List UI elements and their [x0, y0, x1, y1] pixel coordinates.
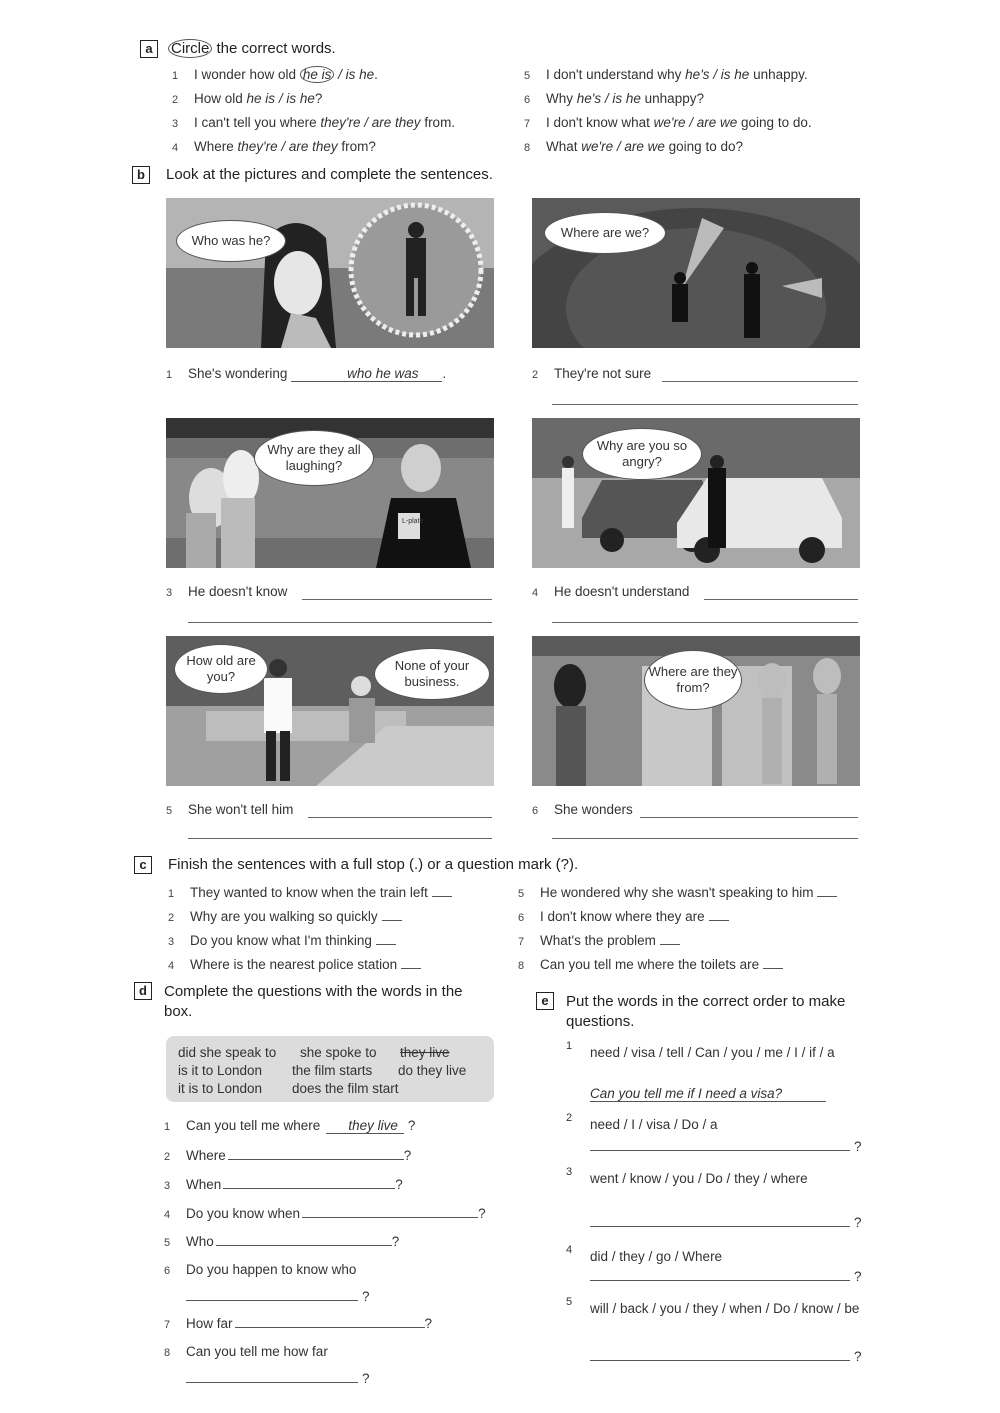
d-item-text: Can you tell me how far [186, 1344, 328, 1359]
c-item-2 [168, 908, 402, 924]
b-item-6-blank-2[interactable] [552, 838, 858, 839]
a-item-8 [524, 139, 743, 154]
c-item-text: Do you know what I'm thinking [190, 933, 372, 948]
section-e-label: e [536, 992, 554, 1010]
d-item-number: 2 [164, 1151, 171, 1163]
a-item-option-1[interactable]: he is [300, 66, 335, 83]
c-item-blank[interactable] [817, 884, 837, 897]
section-d-label: d [134, 982, 152, 1000]
a-item-option-2[interactable]: is he [345, 67, 375, 82]
a-item-separator: / [277, 139, 289, 154]
a-item-option-2[interactable]: are we [696, 115, 738, 130]
e-item-end: ? [854, 1139, 862, 1154]
e-item-blank[interactable] [590, 1268, 850, 1281]
e-item-number: 1 [566, 1040, 573, 1052]
a-item-7 [524, 115, 812, 130]
d-item-text: Do you know when [186, 1206, 301, 1221]
d-item-end: ? [424, 1316, 433, 1331]
c-item-text: They wanted to know when the train left [190, 885, 428, 900]
bubble-why-laughing: Why are they all laughing? [254, 430, 374, 486]
b-item-3-blank[interactable] [302, 599, 492, 600]
a-item-ending: . [374, 67, 378, 82]
d-item-text: Who [186, 1234, 214, 1249]
a-item-number: 3 [172, 118, 179, 130]
d-item-answer[interactable]: they live [326, 1118, 404, 1134]
d-item-blank[interactable] [186, 1370, 358, 1383]
d-item-end: ? [407, 1118, 416, 1133]
section-b-title: Look at the pictures and complete the sentences. [166, 166, 493, 183]
a-item-separator: / [601, 91, 613, 106]
c-item-blank[interactable] [382, 908, 402, 921]
bubble-how-old: How old are you? [174, 644, 268, 694]
e-item-answer[interactable]: Can you tell me if I need a visa? [590, 1086, 826, 1102]
d-item-number: 4 [164, 1209, 171, 1221]
b-item-4 [532, 584, 689, 599]
e-item-answer-line [590, 1268, 862, 1284]
b-item-1 [166, 366, 446, 381]
e-item-number: 2 [566, 1112, 573, 1124]
b-item-1-answer[interactable]: who he was [291, 366, 442, 382]
word-box-item-used: they live [400, 1045, 450, 1060]
bubble-why-angry: Why are you so angry? [582, 428, 702, 480]
b-item-6-number: 6 [532, 805, 539, 817]
b-item-4-blank-2[interactable] [552, 622, 858, 623]
picture-6 [532, 636, 860, 786]
d-item-number: 8 [164, 1347, 171, 1359]
d-item-number: 7 [164, 1319, 171, 1331]
a-item-number: 4 [172, 142, 179, 154]
a-item-text: I wonder how old [194, 67, 300, 82]
c-item-blank[interactable] [709, 908, 729, 921]
a-item-option-1[interactable]: he is [246, 91, 276, 106]
c-item-text: Can you tell me where the toilets are [540, 957, 760, 972]
e-item-answer-line [590, 1214, 862, 1230]
b-item-6-text: She wonders [554, 802, 633, 817]
d-item-number: 3 [164, 1180, 171, 1192]
a-item-text: I don't understand why [546, 67, 686, 82]
b-item-2-blank-2[interactable] [552, 404, 858, 405]
c-item-number: 6 [518, 912, 525, 924]
a-item-option-2[interactable]: are we [624, 139, 665, 154]
b-item-5-blank[interactable] [308, 817, 492, 818]
d-item-1 [164, 1118, 415, 1133]
section-e-title: Put the words in the correct order to make questions. [566, 993, 846, 1030]
b-item-5-blank-2[interactable] [188, 838, 492, 839]
a-item-option-1[interactable]: we're [581, 139, 614, 154]
a-item-text: What [546, 139, 582, 154]
picture-5 [166, 636, 494, 786]
a-item-number: 1 [172, 70, 179, 82]
e-item-words: need / visa / tell / Can / you / me / I / if / a [590, 1045, 835, 1060]
bubble-who-was-he: Who was he? [176, 220, 286, 262]
c-item-number: 4 [168, 960, 175, 972]
a-item-number: 7 [524, 118, 531, 130]
b-item-2-blank[interactable] [662, 381, 858, 382]
d-item-end: ? [403, 1148, 412, 1163]
a-item-option-2[interactable]: is he [612, 91, 641, 106]
b-item-2-text: They're not sure [554, 366, 652, 381]
d-item-6-answer-line [186, 1288, 370, 1304]
d-item-4 [164, 1205, 486, 1221]
d-item-text: Do you happen to know who [186, 1262, 357, 1277]
c-item-number: 3 [168, 936, 175, 948]
c-item-5 [518, 884, 837, 900]
c-item-blank[interactable] [432, 884, 452, 897]
a-item-text: I don't know what [546, 115, 654, 130]
d-item-end: ? [362, 1289, 370, 1304]
e-item-blank[interactable] [590, 1214, 850, 1227]
a-item-separator: / [709, 67, 721, 82]
a-item-ending: unhappy. [749, 67, 808, 82]
a-item-option-1[interactable]: they're [237, 139, 278, 154]
d-item-blank[interactable] [216, 1233, 392, 1246]
bubble-none-of-your-business: None of your business. [374, 648, 490, 700]
d-item-text: How far [186, 1316, 233, 1331]
a-item-separator: / [613, 139, 625, 154]
e-item-words: need / I / visa / Do / a [590, 1117, 718, 1132]
c-item-1 [168, 884, 452, 900]
d-item-3 [164, 1176, 403, 1192]
a-item-number: 5 [524, 70, 531, 82]
a-item-5 [524, 67, 808, 82]
a-item-6 [524, 91, 704, 106]
word-box-item: does the film start [292, 1081, 399, 1096]
a-item-option-1[interactable]: we're [653, 115, 686, 130]
c-item-blank[interactable] [376, 932, 396, 945]
b-item-5-number: 5 [166, 805, 173, 817]
b-item-1-end: . [442, 366, 447, 381]
c-item-number: 1 [168, 888, 175, 900]
d-item-end: ? [395, 1177, 403, 1192]
section-b-label: b [132, 166, 150, 184]
b-item-6-blank[interactable] [640, 817, 858, 818]
b-item-3-blank-2[interactable] [188, 622, 492, 623]
d-item-6 [164, 1262, 356, 1277]
e-item-end: ? [854, 1215, 862, 1230]
section-a-title-text: the correct words. [216, 40, 336, 57]
e-item-words: did / they / go / Where [590, 1249, 723, 1264]
a-item-2 [172, 91, 322, 106]
word-box [166, 1036, 494, 1102]
a-item-ending: going to do. [737, 115, 812, 130]
picture-1 [166, 198, 494, 348]
c-item-8 [518, 956, 783, 972]
d-item-end: ? [391, 1234, 400, 1249]
a-item-1 [172, 67, 378, 82]
a-item-ending: from? [337, 139, 376, 154]
c-item-number: 5 [518, 888, 525, 900]
a-item-ending: from. [420, 115, 456, 130]
a-item-ending: ? [314, 91, 323, 106]
a-item-option-2[interactable]: are they [288, 139, 338, 154]
a-item-ending: going to do? [664, 139, 743, 154]
word-box-item: do they live [398, 1063, 467, 1078]
c-item-text: I don't know where they are [540, 909, 705, 924]
a-item-number: 8 [524, 142, 531, 154]
word-box-item: is it to London [178, 1063, 263, 1078]
e-item-number: 3 [566, 1166, 573, 1178]
d-item-blank[interactable] [228, 1147, 404, 1160]
bubble-where-are-we: Where are we? [544, 212, 666, 254]
e-item-end: ? [854, 1349, 862, 1364]
b-item-4-text: He doesn't understand [554, 584, 690, 599]
c-item-blank[interactable] [763, 956, 783, 969]
d-item-7 [164, 1315, 432, 1331]
d-item-blank[interactable] [302, 1205, 478, 1218]
c-item-text: He wondered why she wasn't speaking to him [540, 885, 814, 900]
picture-3 [166, 418, 494, 568]
bubble-where-are-they-from: Where are they from? [644, 650, 742, 710]
section-c-title: Finish the sentences with a full stop (.) or a question mark (?). [168, 856, 579, 873]
d-item-8 [164, 1344, 328, 1359]
a-item-separator: / [685, 115, 697, 130]
b-item-3-text: He doesn't know [188, 584, 288, 599]
d-item-end: ? [362, 1371, 370, 1386]
d-item-blank[interactable] [223, 1176, 395, 1189]
c-item-7 [518, 932, 680, 948]
c-item-number: 7 [518, 936, 525, 948]
a-item-separator: / [360, 115, 372, 130]
c-item-number: 8 [518, 960, 525, 972]
b-item-4-number: 4 [532, 587, 539, 599]
e-item-words: will / back / you / they / when / Do / know / be [590, 1301, 860, 1316]
e-item-number: 5 [566, 1296, 573, 1308]
b-item-5 [166, 802, 293, 817]
a-item-3 [172, 115, 455, 130]
d-item-number: 6 [164, 1265, 171, 1277]
e-item-number: 4 [566, 1244, 573, 1256]
e-item-answer-line [590, 1138, 862, 1154]
a-item-text: Why [546, 91, 577, 106]
b-item-1-text: She's wondering [188, 366, 288, 381]
b-item-5-text: She won't tell him [188, 802, 294, 817]
a-item-option-2[interactable]: is he [720, 67, 750, 82]
section-a-label: a [140, 40, 158, 58]
d-item-text: Can you tell me where [186, 1118, 321, 1133]
a-item-number: 6 [524, 94, 531, 106]
b-item-6 [532, 802, 633, 817]
c-item-blank[interactable] [660, 932, 680, 945]
b-item-4-blank[interactable] [704, 599, 858, 600]
a-item-ending: unhappy? [640, 91, 704, 106]
b-item-3-number: 3 [166, 587, 173, 599]
c-item-text: What's the problem [540, 933, 656, 948]
c-item-4 [168, 956, 421, 972]
b-item-3 [166, 584, 287, 599]
c-item-text: Where is the nearest police station [190, 957, 398, 972]
b-item-2 [532, 366, 651, 381]
c-item-3 [168, 932, 396, 948]
a-item-text: I can't tell you where [194, 115, 321, 130]
d-item-end: ? [478, 1206, 486, 1221]
d-item-8-answer-line [186, 1370, 370, 1386]
sign-l-plate: L-plate [402, 518, 424, 525]
a-item-option-1[interactable]: he's [685, 67, 710, 82]
a-item-separator: / [334, 67, 346, 82]
d-item-text: Where [186, 1148, 226, 1163]
d-item-text: When [186, 1177, 222, 1192]
section-a-title [168, 40, 336, 57]
d-item-2 [164, 1147, 411, 1163]
e-item-words: went / know / you / Do / they / where [590, 1171, 808, 1186]
e-item-blank[interactable] [590, 1138, 850, 1151]
a-item-separator: / [275, 91, 287, 106]
d-item-number: 1 [164, 1121, 171, 1133]
e-item-end: ? [854, 1269, 862, 1284]
section-c-label: c [134, 856, 152, 874]
section-a-circled-word: Circle [168, 39, 212, 58]
picture-2 [532, 198, 860, 348]
a-item-text: How old [194, 91, 247, 106]
word-box-item: did she speak to [178, 1045, 277, 1060]
a-item-option-2[interactable]: is he [286, 91, 315, 106]
word-box-item: the film starts [292, 1063, 373, 1078]
a-item-option-2[interactable]: are they [371, 115, 421, 130]
c-item-number: 2 [168, 912, 175, 924]
e-item-answer-line [590, 1348, 862, 1364]
a-item-option-1[interactable]: they're [320, 115, 361, 130]
picture-4 [532, 418, 860, 568]
d-item-blank[interactable] [235, 1315, 425, 1328]
d-item-5 [164, 1233, 399, 1249]
c-item-blank[interactable] [401, 956, 421, 969]
a-item-4 [172, 139, 376, 154]
section-d-title: Complete the questions with the words in the box. [164, 983, 463, 1020]
word-box-item: she spoke to [300, 1045, 377, 1060]
c-item-text: Why are you walking so quickly [190, 909, 378, 924]
a-item-text: Where [194, 139, 238, 154]
d-item-blank[interactable] [186, 1288, 358, 1301]
d-item-number: 5 [164, 1237, 171, 1249]
a-item-number: 2 [172, 94, 179, 106]
b-item-1-number: 1 [166, 369, 173, 381]
e-item-blank[interactable] [590, 1348, 850, 1361]
c-item-6 [518, 908, 729, 924]
word-box-item: it is to London [178, 1081, 263, 1096]
a-item-option-1[interactable]: he's [576, 91, 602, 106]
b-item-2-number: 2 [532, 369, 539, 381]
